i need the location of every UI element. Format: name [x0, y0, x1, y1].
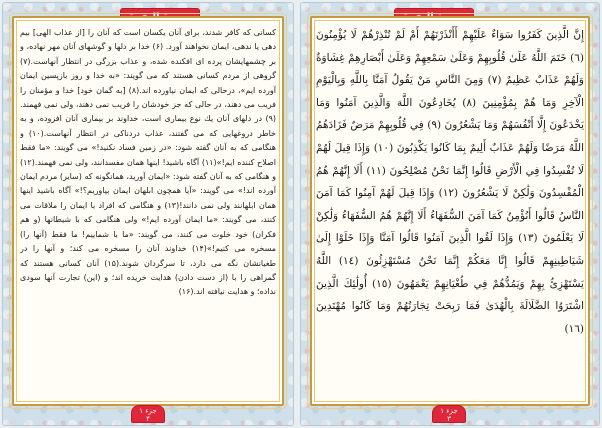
translation-text: كسانى كه كافر شدند، براى آنان يكسان است كه آنان را [از عذاب الهى] بيم دهى يا ندهى، ايمان نخواهند آورد. (۶) خدا بر دلها و گوشهاى آنان مهر نهاده، و بر چشمهايشان پرده اى افكنده شده، و عذاب بزرگى در انتظار آنهاست.(۷) گروهى از مردم كسانى هستند كه مى گويند: «به خدا و روز بازپسين ايمان آورده ايم»، درحالى كه ايمان نياورده اند.(۸) [به گمان خود] خدا و مؤمنان را فريب مى دهند، در حالى كه جز خودشان را فريب نمى دهند، ولى نمى فهمند.(۹) در دلهاى آنان يك نوع بيمارى است، خداوند بر بيمارى آنان افزوده، و به خاطر دروغهايى كه مى گفتند، عذاب دردناكى در انتظار آنهاست.(۱۰) و هنگامى كه به آنان گفته شود: «در زمين فساد نكنيد!» مى گويند: «ما فقط اصلاح كننده ايم!»(۱۱) آگاه باشيد! اينها همان مفسدانند، ولى نمى فهمند.(۱۲) و هنگامى كه به آنان گفته شود: «ايمان آوريد، همانگونه كه (ساير) مردم ايمان آورده اند!» مى گويند: «آيا همچون ابلهان ايمان بياوريم؟!» آگاه باشيد اينها همان ابلهانند ولى نمى دانند!(۱۳) و هنگامى كه افراد با ايمان را ملاقات مى كنند، مى گويند: «ما ايمان آورده ايم!» ولى هنگامى كه با شيطانها (و هم فكران) خود خلوت مى كنند، مى گويند: «ما با شماييم! ما فقط (آنها را) مسخره مى كنيم!»(۱۴) خداوند آنان را مسخره مى كند؛ و آنها را در طغيانشان نگه مى دارد، تا سرگردان شوند.(۱۵) آنان كسانى هستند كه گمراهى را با (از دست دادن) هدايت خريده اند؛ و (اين) تجارت آنها سودى نداده؛ و هدايت نيافته اند.(۱۶) [20, 28, 276, 297]
juz-label: جزء ۱ [139, 407, 157, 415]
quran-verses: إِنَّ الَّذِينَ كَفَرُوا سَوَاءٌ عَلَيْهِمْ أَأَنْذَرْتَهُمْ أَمْ لَمْ تُنْذِرْهُمْ لَا يُؤْمِنُونَ (٦) خَتَمَ اللَّهُ عَلَىٰ قُلُوبِهِمْ وَعَلَىٰ سَمْعِهِمْ وَعَلَىٰ أَبْصَارِهِمْ غِشَاوَةٌ وَلَهُمْ عَذَابٌ عَظِيمٌ (٧) وَمِنَ النَّاسِ مَنْ يَقُولُ آمَنَّا بِاللَّهِ وَبِالْيَوْمِ الْآخِرِ وَمَا هُمْ بِمُؤْمِنِينَ (٨) يُخَادِعُونَ اللَّهَ وَالَّذِينَ آمَنُوا وَمَا يَخْدَعُونَ إِلَّا أَنْفُسَهُمْ وَمَا يَشْعُرُونَ (٩) فِي قُلُوبِهِمْ مَرَضٌ فَزَادَهُمُ اللَّهُ مَرَضًا وَلَهُمْ عَذَابٌ أَلِيمٌ بِمَا كَانُوا يَكْذِبُونَ (١٠) وَإِذَا قِيلَ لَهُمْ لَا تُفْسِدُوا فِي الْأَرْضِ قَالُوا إِنَّمَا نَحْنُ مُصْلِحُونَ (١١) أَلَا إِنَّهُمْ هُمُ الْمُفْسِدُونَ وَلَٰكِنْ لَا يَشْعُرُونَ (١٢) وَإِذَا قِيلَ لَهُمْ آمِنُوا كَمَا آمَنَ النَّاسُ قَالُوا أَنُؤْمِنُ كَمَا آمَنَ السُّفَهَاءُ أَلَا إِنَّهُمْ هُمُ السُّفَهَاءُ وَلَٰكِنْ لَا يَعْلَمُونَ (١٣) وَإِذَا لَقُوا الَّذِينَ آمَنُوا قَالُوا آمَنَّا وَإِذَا خَلَوْا إِلَىٰ شَيَاطِينِهِمْ قَالُوا إِنَّا مَعَكُمْ إِنَّمَا نَحْنُ مُسْتَهْزِئُونَ (١٤) اللَّهُ يَسْتَهْزِئُ بِهِمْ وَيَمُدُّهُمْ فِي طُغْيَانِهِمْ يَعْمَهُونَ (١٥) أُولَٰئِكَ الَّذِينَ اشْتَرَوُا الضَّلَالَةَ بِالْهُدَىٰ فَمَا رَبِحَتْ تِجَارَتُهُمْ وَمَا كَانُوا مُهْتَدِينَ (١٦) [316, 29, 584, 335]
page-number: ۴ [146, 415, 150, 423]
juz-page-badge [432, 405, 466, 423]
left-page [2, 2, 294, 426]
juz-label: جزء ۱ [440, 407, 458, 415]
juz-page-badge [131, 405, 165, 423]
quran-text [316, 24, 584, 398]
right-page [300, 2, 600, 426]
page-number: ۳ [447, 415, 451, 423]
